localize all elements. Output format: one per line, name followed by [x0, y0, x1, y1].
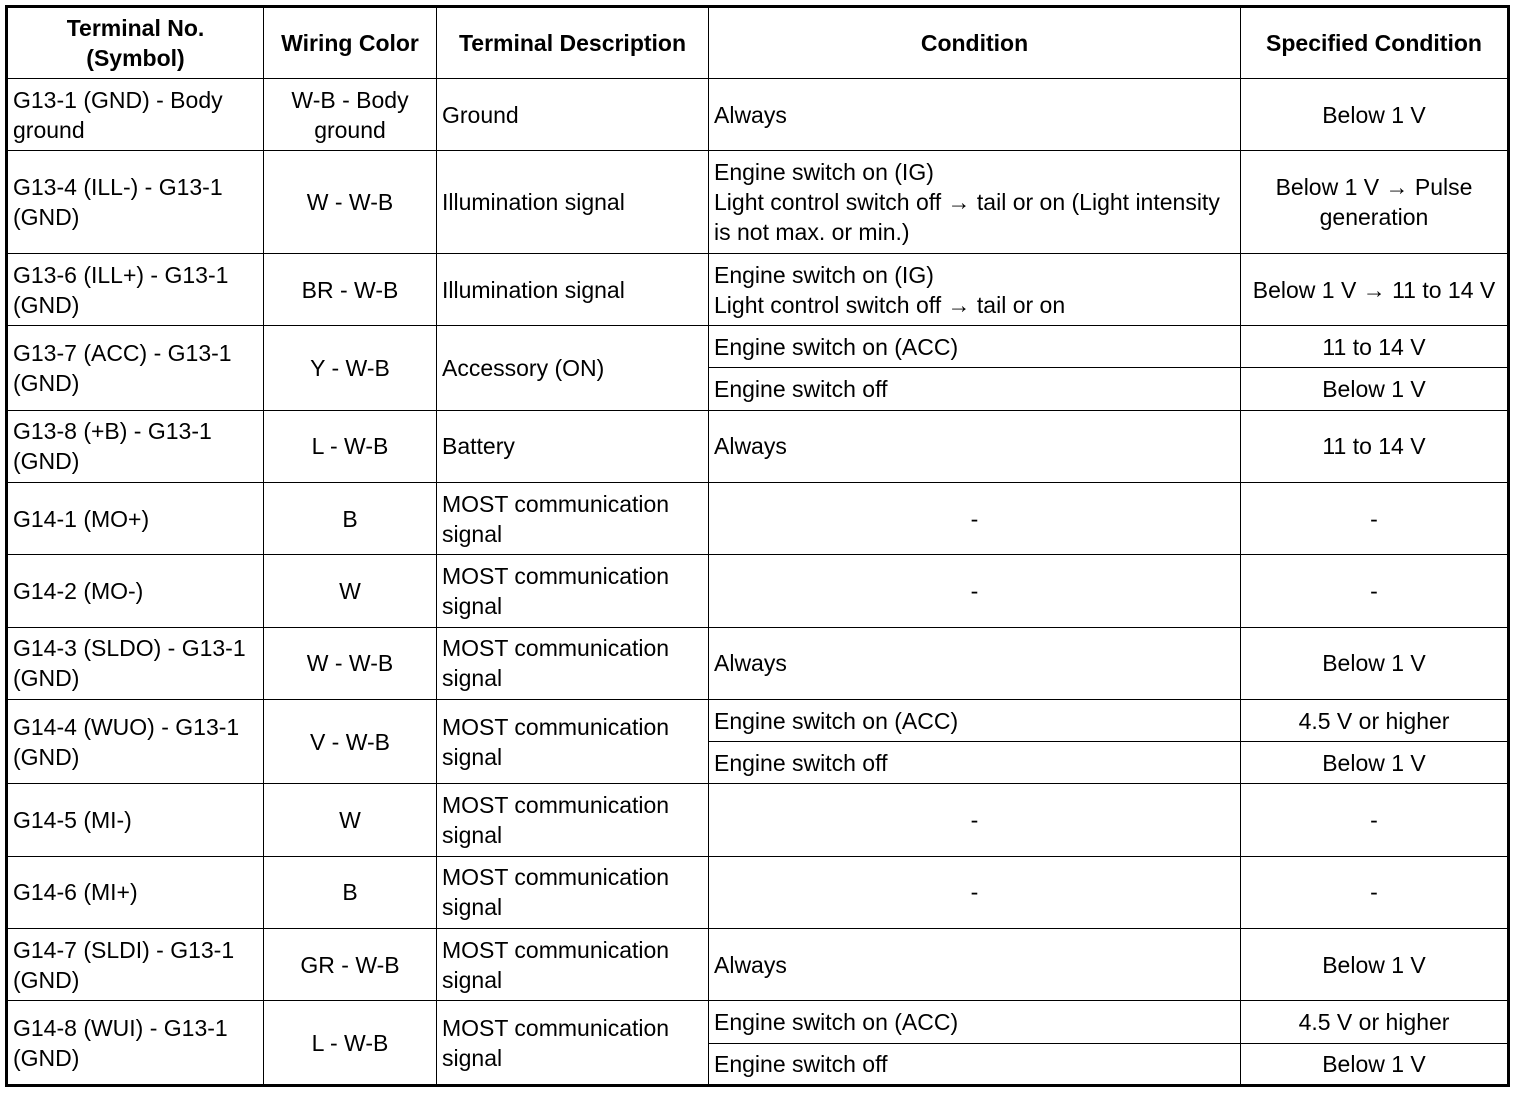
condition-cell: Engine switch off [709, 368, 1241, 410]
wiring-cell: L - W-B [264, 1001, 437, 1086]
terminal-cell: G13-4 (ILL-) - G13-1 (GND) [7, 151, 264, 254]
wiring-cell: W - W-B [264, 627, 437, 699]
table-row [7, 151, 1509, 254]
header-terminal [7, 7, 264, 79]
condition-cell: Engine switch on (ACC) [709, 326, 1241, 368]
header-condition: Condition [709, 7, 1241, 79]
table-row [7, 482, 1509, 554]
table-row [7, 1001, 1509, 1043]
specified-cell: - [1241, 555, 1509, 627]
description-cell: Accessory (ON) [437, 326, 709, 410]
condition-cell [709, 253, 1241, 325]
specified-cell: - [1241, 482, 1509, 554]
specified-cell: 4.5 V or higher [1241, 1001, 1509, 1043]
specified-cell: Below 1 V → Pulse generation [1241, 151, 1509, 254]
terminal-cell: G13-8 (+B) - G13-1 (GND) [7, 410, 264, 482]
description-cell: MOST communication signal [437, 856, 709, 928]
wiring-cell: BR - W-B [264, 253, 437, 325]
wiring-cell: GR - W-B [264, 929, 437, 1001]
specified-cell: Below 1 V → 11 to 14 V [1241, 253, 1509, 325]
terminal-cell: G14-6 (MI+) [7, 856, 264, 928]
terminal-table [5, 5, 1510, 1087]
specified-cell: - [1241, 784, 1509, 856]
condition-cell: Always [709, 79, 1241, 151]
specified-cell: 11 to 14 V [1241, 326, 1509, 368]
wiring-cell: B [264, 856, 437, 928]
table-row [7, 784, 1509, 856]
description-cell: Ground [437, 79, 709, 151]
condition-cell: Always [709, 410, 1241, 482]
description-cell: MOST communication signal [437, 627, 709, 699]
specified-cell: Below 1 V [1241, 627, 1509, 699]
specified-cell: - [1241, 856, 1509, 928]
condition-cell: Always [709, 929, 1241, 1001]
table-row [7, 929, 1509, 1001]
condition-cell: - [709, 482, 1241, 554]
table-row [7, 410, 1509, 482]
specified-cell: Below 1 V [1241, 368, 1509, 410]
condition-cell: - [709, 856, 1241, 928]
table-row [7, 555, 1509, 627]
condition-cell: Engine switch on (ACC) [709, 699, 1241, 741]
specified-cell: Below 1 V [1241, 929, 1509, 1001]
terminal-cell: G14-3 (SLDO) - G13-1 (GND) [7, 627, 264, 699]
header-specified-condition: Specified Condition [1241, 7, 1509, 79]
condition-cell [709, 151, 1241, 254]
terminal-cell: G14-7 (SLDI) - G13-1 (GND) [7, 929, 264, 1001]
wiring-cell: V - W-B [264, 699, 437, 783]
wiring-cell: W-B - Body ground [264, 79, 437, 151]
description-cell: MOST communication signal [437, 1001, 709, 1086]
specified-cell: Below 1 V [1241, 79, 1509, 151]
wiring-cell: W [264, 555, 437, 627]
wiring-cell: L - W-B [264, 410, 437, 482]
table-row [7, 253, 1509, 325]
wiring-cell: Y - W-B [264, 326, 437, 410]
condition-text: Engine switch on (IG) Light control switch off → tail or on (Light intensity is not max. or min.) [714, 159, 1220, 246]
description-cell: Illumination signal [437, 151, 709, 254]
description-cell: Illumination signal [437, 253, 709, 325]
description-cell: MOST communication signal [437, 699, 709, 783]
terminal-cell: G13-6 (ILL+) - G13-1 (GND) [7, 253, 264, 325]
header-wiring-color: Wiring Color [264, 7, 437, 79]
specified-cell: 11 to 14 V [1241, 410, 1509, 482]
table-row [7, 326, 1509, 368]
wiring-cell: W - W-B [264, 151, 437, 254]
description-cell: MOST communication signal [437, 482, 709, 554]
header-row [7, 7, 1509, 79]
description-cell: Battery [437, 410, 709, 482]
table-row [7, 627, 1509, 699]
condition-cell: - [709, 784, 1241, 856]
specified-cell: Below 1 V [1241, 1043, 1509, 1085]
header-terminal-description: Terminal Description [437, 7, 709, 79]
terminal-cell: G14-5 (MI-) [7, 784, 264, 856]
condition-cell: Engine switch off [709, 1043, 1241, 1085]
description-cell: MOST communication signal [437, 929, 709, 1001]
terminal-cell: G14-2 (MO-) [7, 555, 264, 627]
specified-cell: 4.5 V or higher [1241, 699, 1509, 741]
terminal-cell: G14-1 (MO+) [7, 482, 264, 554]
table-row [7, 79, 1509, 151]
table-row [7, 699, 1509, 741]
table-row [7, 856, 1509, 928]
condition-cell: Engine switch off [709, 742, 1241, 784]
terminal-cell: G13-1 (GND) - Body ground [7, 79, 264, 151]
wiring-cell: W [264, 784, 437, 856]
condition-text: Engine switch on (IG) Light control switch off → tail or on [714, 261, 1066, 318]
description-cell: MOST communication signal [437, 784, 709, 856]
condition-cell: Engine switch on (ACC) [709, 1001, 1241, 1043]
description-cell: MOST communication signal [437, 555, 709, 627]
terminal-cell: G13-7 (ACC) - G13-1 (GND) [7, 326, 264, 410]
specified-cell: Below 1 V [1241, 742, 1509, 784]
header-terminal-text: Terminal No. (Symbol) [66, 15, 205, 71]
terminal-cell: G14-8 (WUI) - G13-1 (GND) [7, 1001, 264, 1086]
condition-cell: - [709, 555, 1241, 627]
terminal-cell: G14-4 (WUO) - G13-1 (GND) [7, 699, 264, 783]
wiring-cell: B [264, 482, 437, 554]
condition-cell: Always [709, 627, 1241, 699]
